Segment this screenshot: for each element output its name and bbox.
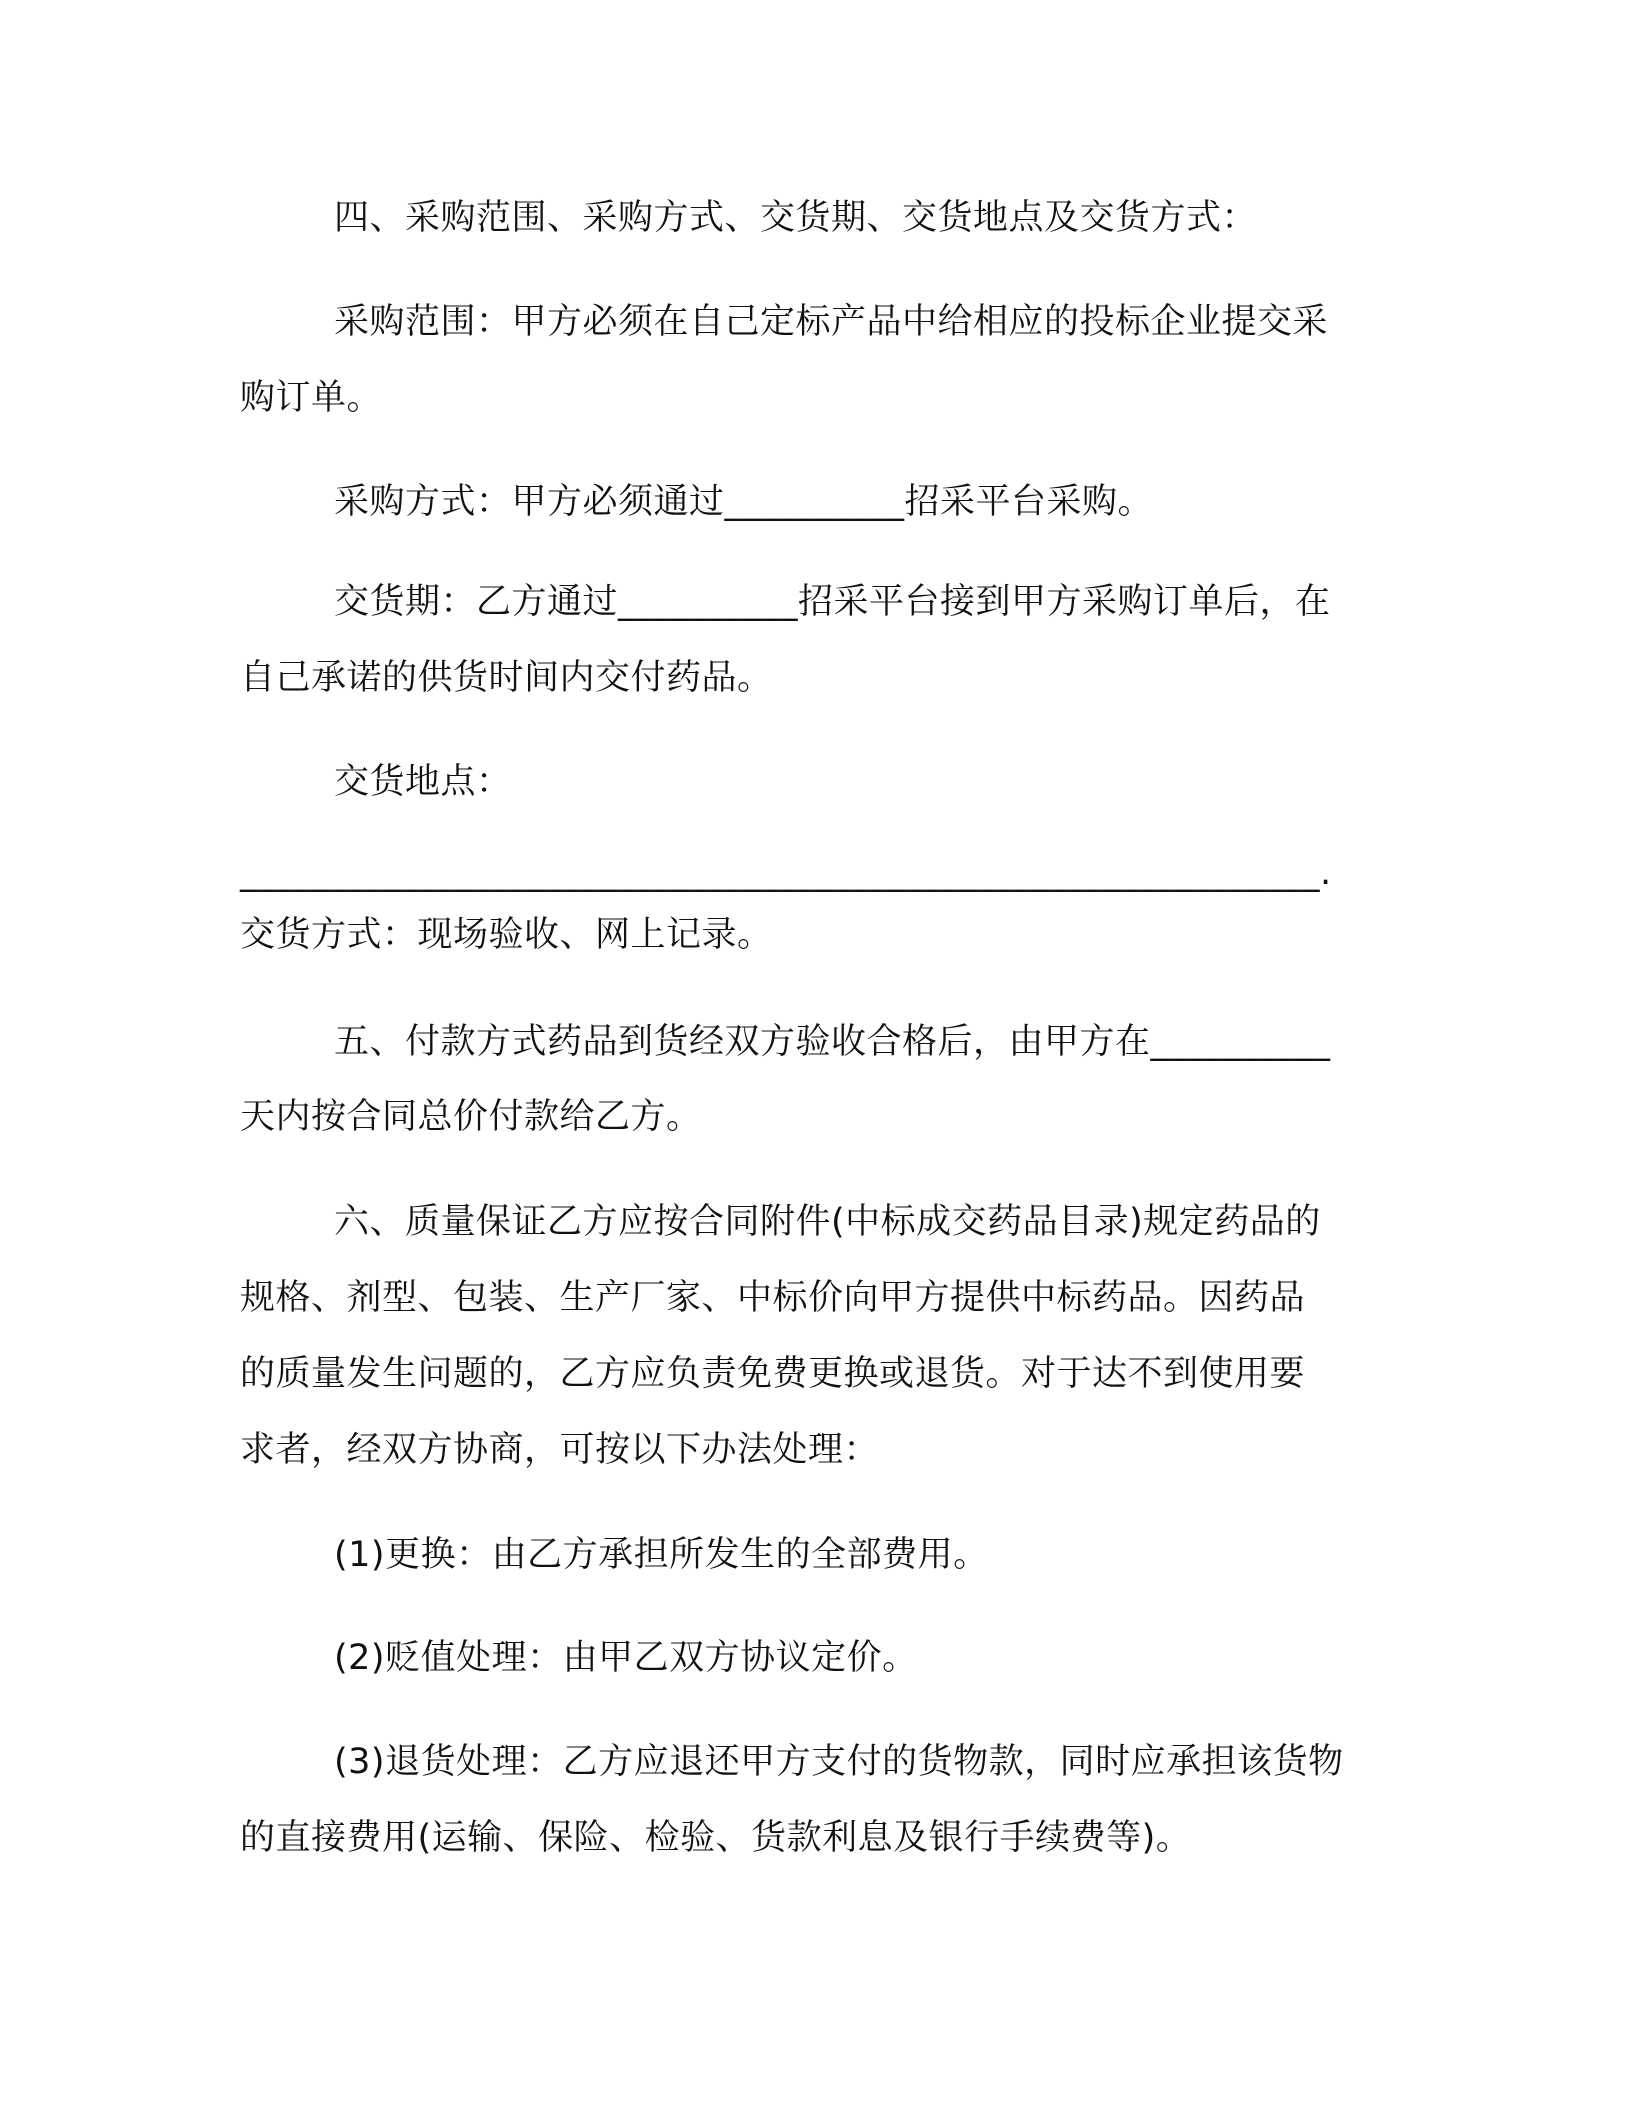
- delivery-place-label: 交货地点：: [334, 762, 512, 802]
- scope-paragraph-line-2: 购订单。: [240, 378, 383, 418]
- remedy-item-1: (1)更换：由乙方承担所发生的全部费用。: [334, 1535, 989, 1575]
- delivery-place-blank: ____________________________________________________________.: [240, 853, 1332, 893]
- section-6-line-4: 求者，经双方协商，可按以下办法处理：: [240, 1430, 880, 1470]
- remedy-item-2: (2)贬值处理：由甲乙双方协议定价。: [334, 1638, 918, 1678]
- delivery-period-line-1: 交货期：乙方通过__________招采平台接到甲方采购订单后，在: [334, 582, 1331, 622]
- section-5-line-2: 天内按合同总价付款给乙方。: [240, 1097, 702, 1137]
- remedy-item-3-line-1: (3)退货处理：乙方应退还甲方支付的货物款，同时应承担该货物: [334, 1742, 1344, 1782]
- delivery-method-line: 交货方式：现场验收、网上记录。: [240, 915, 773, 955]
- section-4-heading: 四、采购范围、采购方式、交货期、交货地点及交货方式：: [334, 198, 1258, 238]
- scope-paragraph-line-1: 采购范围：甲方必须在自己定标产品中给相应的投标企业提交采: [334, 302, 1329, 342]
- delivery-period-line-2: 自己承诺的供货时间内交付药品。: [240, 658, 773, 698]
- section-6-line-1: 六、质量保证乙方应按合同附件(中标成交药品目录)规定药品的: [334, 1202, 1321, 1242]
- remedy-item-3-line-2: 的直接费用(运输、保险、检验、货款利息及银行手续费等)。: [240, 1818, 1192, 1858]
- purchase-method-line: 采购方式：甲方必须通过__________招采平台采购。: [334, 482, 1154, 522]
- section-6-line-3: 的质量发生问题的，乙方应负责免费更换或退货。对于达不到使用要: [240, 1354, 1306, 1394]
- section-6-line-2: 规格、剂型、包装、生产厂家、中标价向甲方提供中标药品。因药品: [240, 1278, 1306, 1318]
- section-5-line-1: 五、付款方式药品到货经双方验收合格后，由甲方在__________: [334, 1022, 1331, 1062]
